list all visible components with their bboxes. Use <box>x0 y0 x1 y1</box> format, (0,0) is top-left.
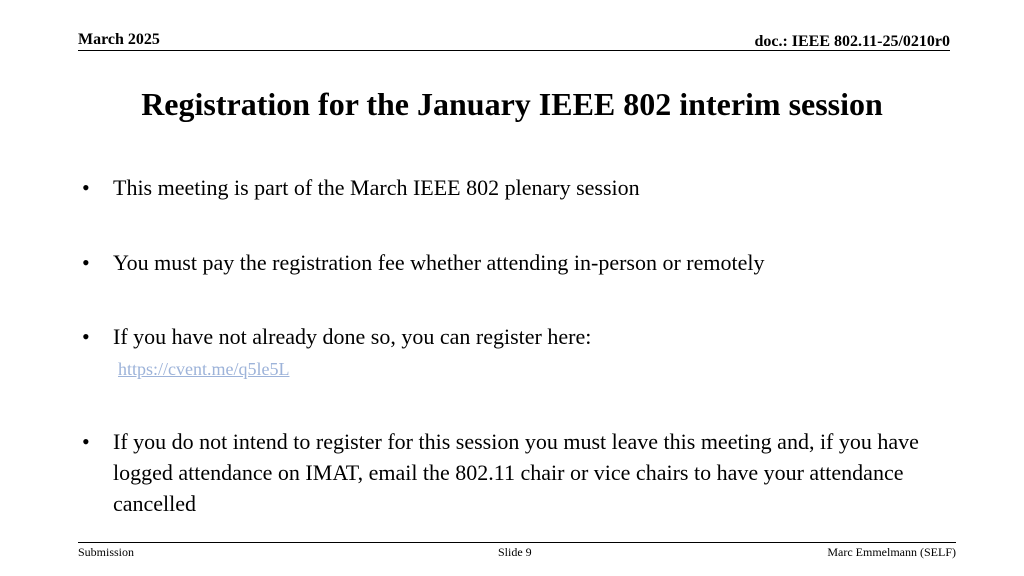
registration-link[interactable]: https://cvent.me/q5le5L <box>118 359 290 379</box>
footer-submission: Submission <box>78 545 135 559</box>
footer-author: Marc Emmelmann (SELF) <box>827 545 956 559</box>
bullet-icon: • <box>82 429 90 454</box>
bullet-item <box>82 426 952 519</box>
bullet-icon: • <box>82 175 90 200</box>
bullet-icon: • <box>82 250 90 275</box>
bullet-item <box>82 247 952 278</box>
footer-slide-number: Slide 9 <box>498 545 532 559</box>
bullet-icon: • <box>82 324 90 349</box>
bullet-item <box>82 172 952 203</box>
header-divider <box>78 50 950 51</box>
header-doc-id: doc.: IEEE 802.11-25/0210r0 <box>754 33 950 50</box>
bullet-text: This meeting is part of the March IEEE 802 plenary session <box>113 175 640 200</box>
bullet-text: If you have not already done so, you can register here: <box>113 324 592 349</box>
bullet-text: If you do not intend to register for this session you must leave this meeting and, if you have logged attendance on IMAT, email the 802.11 chair or vice chairs to have your attendance cancelled <box>113 429 919 516</box>
slide-title: Registration for the January IEEE 802 interim session <box>141 86 883 122</box>
header-date: March 2025 <box>78 31 160 48</box>
bullet-text: You must pay the registration fee whether attending in-person or remotely <box>113 250 765 275</box>
footer-divider <box>78 542 956 543</box>
bullet-item <box>82 321 952 352</box>
